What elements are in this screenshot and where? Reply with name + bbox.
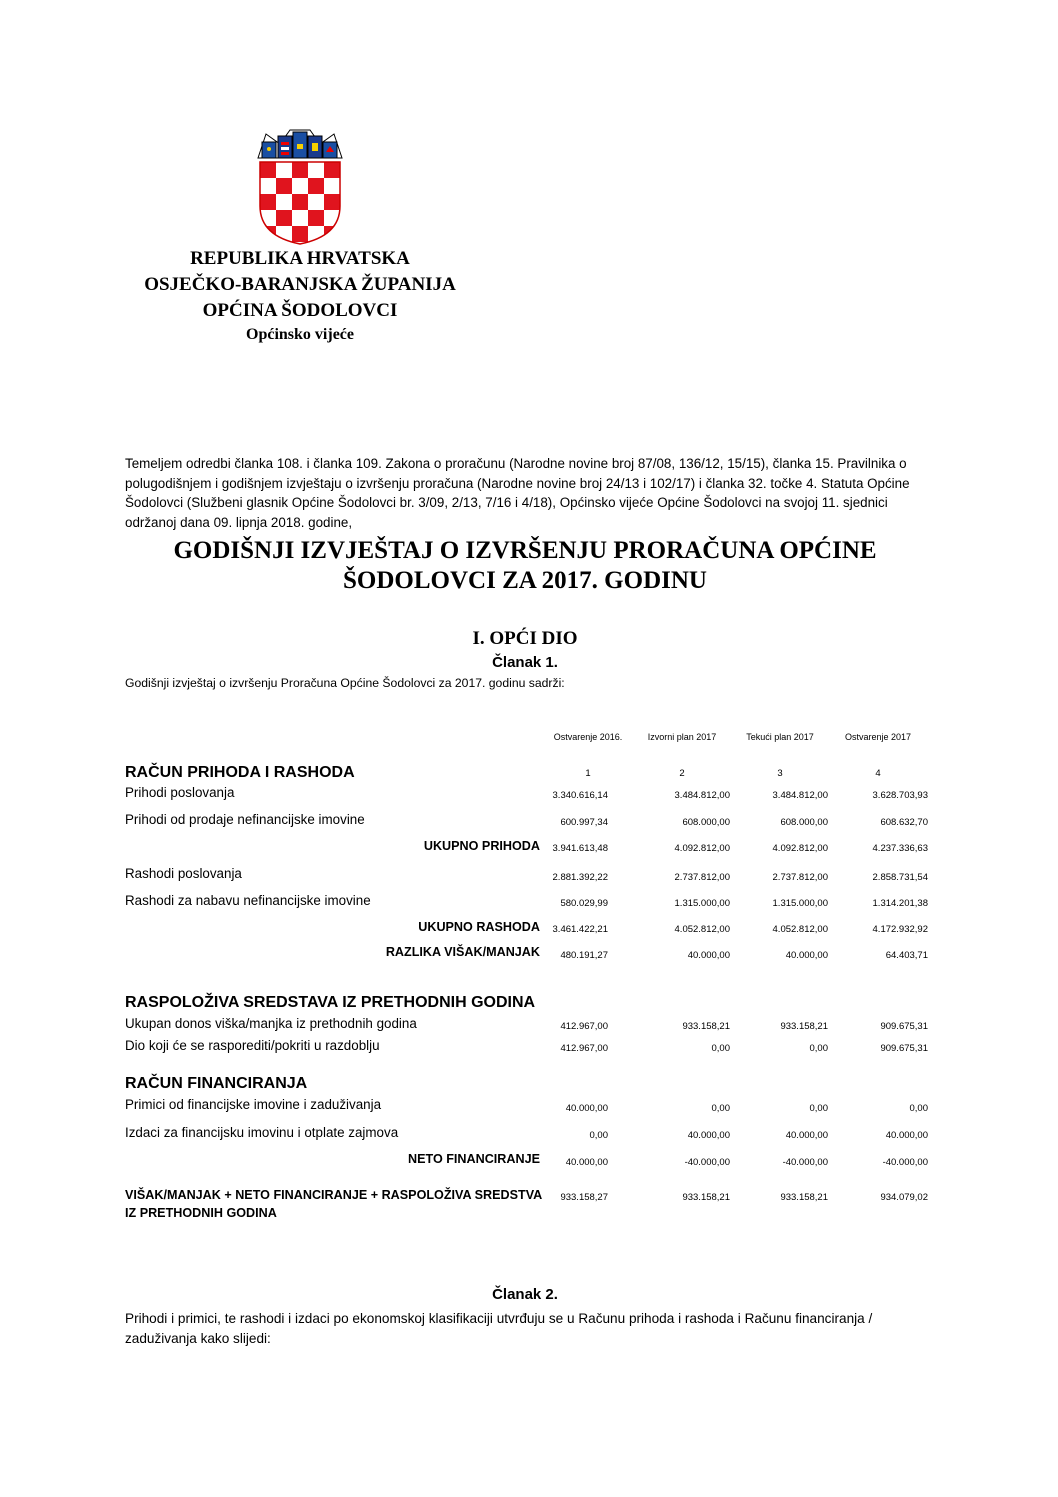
row-label-allocated-portion: Dio koji će se rasporediti/pokriti u razdoblju <box>125 1038 380 1053</box>
cell-value: 0,00 <box>909 1103 928 1114</box>
cell-value: 2.881.392,22 <box>552 872 608 883</box>
row-label-nonfinancial-sales: Prihodi od prodaje nefinancijske imovine <box>125 812 365 827</box>
cell-value: 40.000,00 <box>885 1130 928 1141</box>
coat-of-arms-emblem <box>252 128 348 246</box>
cell-value: 40.000,00 <box>785 950 828 961</box>
header-municipality: OPĆINA ŠODOLOVCI <box>202 300 398 321</box>
cell-value: 0,00 <box>809 1043 828 1054</box>
title-line-2: ŠODOLOVCI ZA 2017. GODINU <box>343 567 707 594</box>
cell-value: 3.484.812,00 <box>674 790 730 801</box>
cell-value: 480.191,27 <box>560 950 608 961</box>
cell-value: 3.484.812,00 <box>772 790 828 801</box>
cell-value: 4.237.336,63 <box>872 843 928 854</box>
cell-value: 608.000,00 <box>682 817 730 828</box>
cell-value: 0,00 <box>711 1103 730 1114</box>
part-heading: I. OPĆI DIO <box>472 628 578 649</box>
cell-value: 4.052.812,00 <box>674 924 730 935</box>
cell-value: 934.079,02 <box>880 1192 928 1203</box>
cell-value: 1.314.201,38 <box>872 898 928 909</box>
cell-value: 2.737.812,00 <box>674 872 730 883</box>
column-number-3: 3 <box>777 768 783 779</box>
cell-value: 580.029,99 <box>560 898 608 909</box>
header-county: OSJEČKO-BARANJSKA ŽUPANIJA <box>144 274 456 295</box>
section-available-funds: RASPOLOŽIVA SREDSTAVA IZ PRETHODNIH GODINA <box>125 994 536 1011</box>
column-header-2: Izvorni plan 2017 <box>647 732 717 742</box>
cell-value: 40.000,00 <box>565 1103 608 1114</box>
cell-value: 412.967,00 <box>560 1021 608 1032</box>
cell-value: 4.052.812,00 <box>772 924 828 935</box>
cell-value: 3.941.613,48 <box>552 843 608 854</box>
row-label-final-result: VIŠAK/MANJAK + NETO FINANCIRANJE + RASPOLOŽIVA SREDSTVA IZ PRETHODNIH GODINA <box>125 1188 542 1220</box>
article-1-text: Godišnji izvještaj o izvršenju Proračuna Općine Šodolovci za 2017. godinu sadrži: <box>125 676 565 690</box>
cell-value: 608.632,70 <box>880 817 928 828</box>
cell-value: 933.158,21 <box>682 1021 730 1032</box>
cell-value: 909.675,31 <box>880 1043 928 1054</box>
cell-value: 2.737.812,00 <box>772 872 828 883</box>
column-number-1: 1 <box>585 768 591 779</box>
row-label-total-expenditure: UKUPNO RASHODA <box>418 920 540 934</box>
column-number-2: 2 <box>679 768 685 779</box>
section-income-expenditure: RAČUN PRIHODA I RASHODA <box>125 764 355 781</box>
cell-value: 933.158,21 <box>780 1021 828 1032</box>
article-1-heading: Članak 1. <box>492 654 558 671</box>
article-2-heading: Članak 2. <box>492 1286 558 1303</box>
cell-value: 1.315.000,00 <box>772 898 828 909</box>
cell-value: 40.000,00 <box>785 1130 828 1141</box>
cell-value: 4.172.932,92 <box>872 924 928 935</box>
cell-value: 933.158,21 <box>780 1192 828 1203</box>
header-council: Općinsko vijeće <box>246 326 354 343</box>
row-label-financial-outlays: Izdaci za financijsku imovinu i otplate zajmova <box>125 1125 399 1140</box>
cell-value: 0,00 <box>809 1103 828 1114</box>
row-label-financial-receipts: Primici od financijske imovine i zaduživanja <box>125 1097 382 1112</box>
header-republic: REPUBLIKA HRVATSKA <box>190 248 410 269</box>
cell-value: 608.000,00 <box>780 817 828 828</box>
cell-value: 0,00 <box>711 1043 730 1054</box>
cell-value: 40.000,00 <box>565 1157 608 1168</box>
cell-value: 909.675,31 <box>880 1021 928 1032</box>
cell-value: 4.092.812,00 <box>772 843 828 854</box>
cell-value: 600.997,34 <box>560 817 608 828</box>
cell-value: 40.000,00 <box>687 950 730 961</box>
section-financing: RAČUN FINANCIRANJA <box>125 1075 308 1092</box>
row-label-carryover: Ukupan donos viška/manjka iz prethodnih godina <box>125 1016 417 1031</box>
column-header-3: Tekući plan 2017 <box>746 732 814 742</box>
row-label-operating-revenue: Prihodi poslovanja <box>125 785 235 800</box>
cell-value: 0,00 <box>589 1130 608 1141</box>
row-label-surplus-deficit: RAZLIKA VIŠAK/MANJAK <box>385 945 540 959</box>
preamble-paragraph: Temeljem odredbi članka 108. i članka 109. Zakona o proračunu (Narodne novine broj 87/08, 136/12, 15/15), članka 15. Pravilnika o polugodišnjem i godišnjem izvještaju o izvršenju proračuna (Narodne novine broj 24/13 i 102/17) i članka 32. točke 4. Statuta Općine Šodolovci (Službeni glasnik Općine Šodolovci br. 3/09, 2/13, 7/16 i 4/18), Općinsko vijeće Općine Šodolovci na svojoj 11. sjednici održanoj dana 09. lipnja 2018. godine, <box>125 456 910 530</box>
cell-value: -40.000,00 <box>782 1157 828 1168</box>
cell-value: 4.092.812,00 <box>674 843 730 854</box>
article-2-text: Prihodi i primici, te rashodi i izdaci po ekonomskoj klasifikaciji utvrđuju se u Računu prihoda i rashoda i Računu financiranja / zaduživanja kako slijedi: <box>125 1311 873 1346</box>
column-header-4: Ostvarenje 2017 <box>844 732 912 742</box>
cell-value: 2.858.731,54 <box>872 872 928 883</box>
document-title <box>100 536 950 596</box>
cell-value: 933.158,21 <box>682 1192 730 1203</box>
row-label-operating-expenses: Rashodi poslovanja <box>125 866 242 881</box>
cell-value: 412.967,00 <box>560 1043 608 1054</box>
row-label-net-financing: NETO FINANCIRANJE <box>407 1152 540 1166</box>
cell-value: 3.461.422,21 <box>552 924 608 935</box>
row-label-total-revenue: UKUPNO PRIHODA <box>423 839 540 853</box>
cell-value: 40.000,00 <box>687 1130 730 1141</box>
cell-value: -40.000,00 <box>882 1157 928 1168</box>
cell-value: 1.315.000,00 <box>674 898 730 909</box>
row-label-nonfinancial-acquisition: Rashodi za nabavu nefinancijske imovine <box>125 893 371 908</box>
cell-value: -40.000,00 <box>684 1157 730 1168</box>
cell-value: 933.158,27 <box>560 1192 608 1203</box>
cell-value: 3.628.703,93 <box>872 790 928 801</box>
title-line-1: GODIŠNJI IZVJEŠTAJ O IZVRŠENJU PRORAČUNA OPĆINE <box>173 537 877 564</box>
column-header-1: Ostvarenje 2016. <box>553 732 623 742</box>
column-number-4: 4 <box>875 768 881 779</box>
cell-value: 3.340.616,14 <box>552 790 608 801</box>
cell-value: 64.403,71 <box>885 950 928 961</box>
